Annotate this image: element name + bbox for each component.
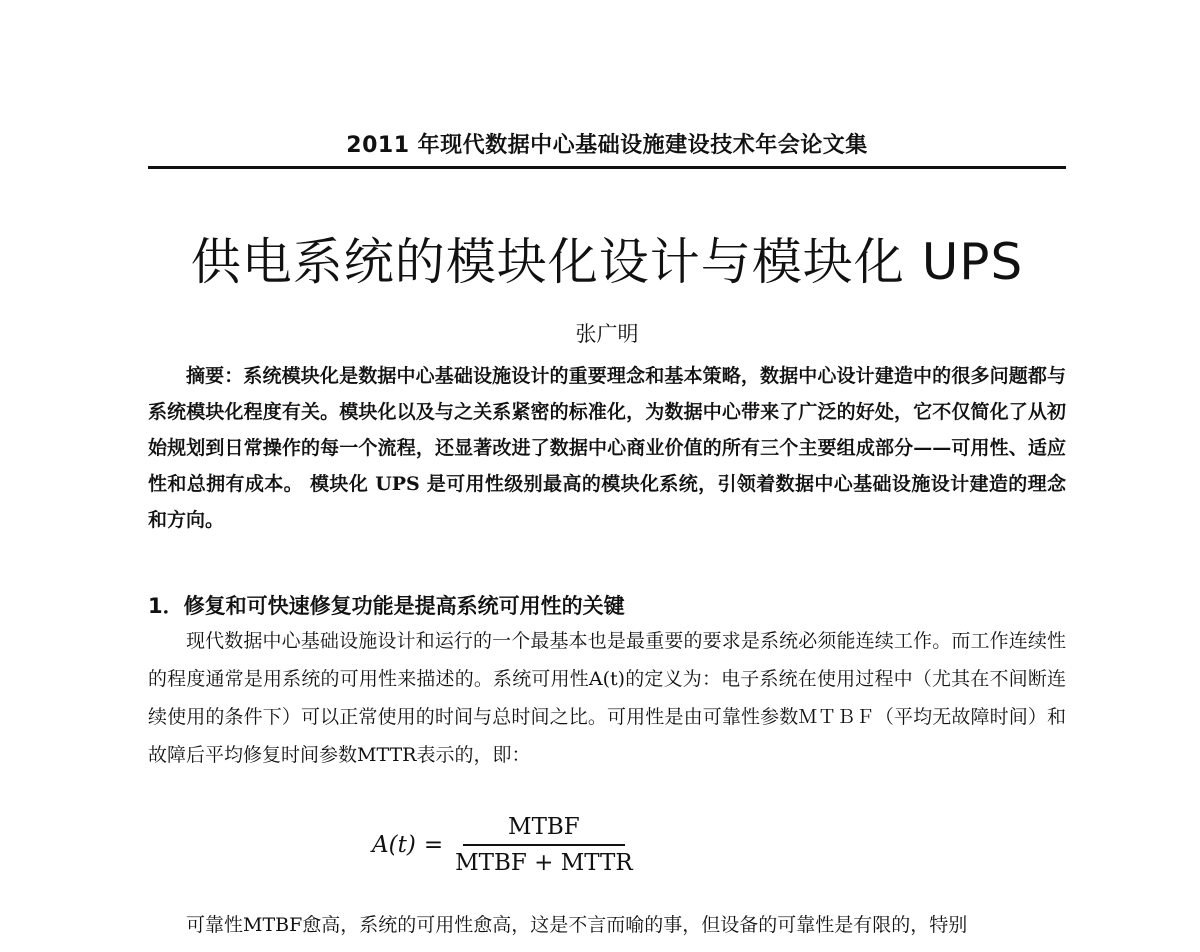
running-header: 2011 年现代数据中心基础设施建设技术年会论文集 xyxy=(346,133,868,158)
availability-formula xyxy=(372,812,637,878)
formula-fraction xyxy=(451,814,637,876)
abstract-text: 系统模块化是数据中心基础设施设计的重要理念和基本策略，数据中心设计建造中的很多问题都与系统模块化程度有关。模块化以及与之关系紧密的标准化，为数据中心带来了广泛的好处，它不仅简化了从初始规划到日常操作的每一个流程，还显著改进了数据中心商业价值的所有三个主要组成部分——可用性、适应性和总拥有成本。 模块化 UPS 是可用性级别最高的模块化系统，引领着数据中心基础设施设计建造的理念和方向。 xyxy=(148,365,1066,531)
body-paragraph-1: 现代数据中心基础设施设计和运行的一个最基本也是最重要的要求是系统必须能连续工作。而工作连续性的程度通常是用系统的可用性来描述的。系统可用性A(t)的定义为：电子系统在使用过程中（尤其在不间断连续使用的条件下）可以正常使用的时间与总时间之比。可用性是由可靠性参数ＭＴＢＦ（平均无故障时间）和故障后平均修复时间参数MTTR表示的，即： xyxy=(148,630,1066,766)
paper-title: 供电系统的模块化设计与模块化 UPS xyxy=(190,233,1024,291)
abstract xyxy=(148,358,1066,538)
abstract-label: 摘要： xyxy=(186,365,244,387)
section-heading: 1．修复和可快速修复功能是提高系统可用性的关键 xyxy=(148,594,625,618)
formula-numerator: MTBF xyxy=(508,814,580,841)
formula-equals: = xyxy=(423,832,444,858)
body-paragraph-2: 可靠性MTBF愈高，系统的可用性愈高，这是不言而喻的事，但设备的可靠性是有限的，特别 xyxy=(186,914,968,936)
paper-author: 张广明 xyxy=(575,322,639,346)
formula-lhs: A(t) xyxy=(372,832,416,858)
header-rule xyxy=(148,166,1066,169)
formula-denominator: MTBF + MTTR xyxy=(455,849,633,876)
